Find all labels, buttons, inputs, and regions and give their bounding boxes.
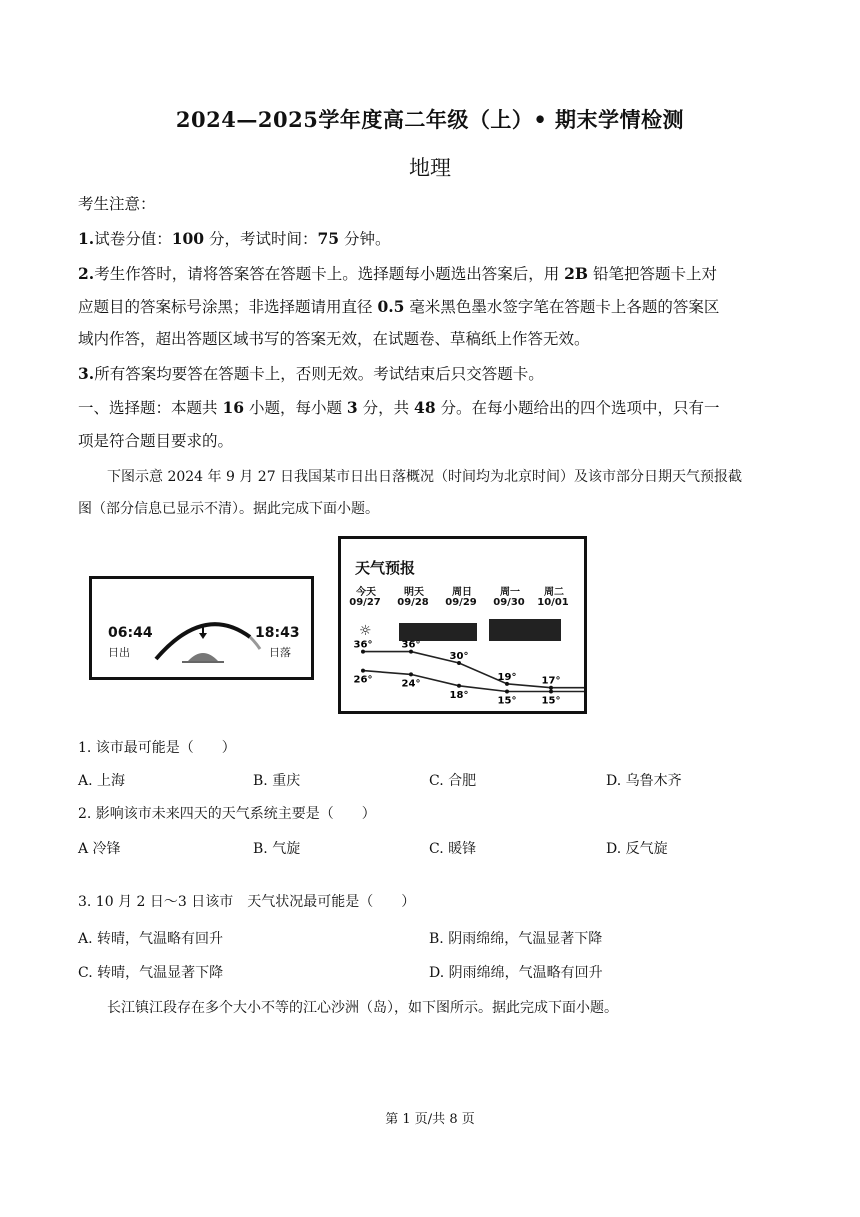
notice-item-num: 3. <box>78 364 95 383</box>
low-temp-point <box>457 684 461 688</box>
q3-option-d: D. 阴雨绵绵，气温略有回升 <box>429 965 603 981</box>
question-1-stem: 1. 该市最可能是（ ） <box>78 740 236 756</box>
forecast-day-date: 10/01 <box>537 597 569 608</box>
text-run: 48 <box>414 398 436 417</box>
text-run: 分，共 <box>357 399 415 417</box>
passage-2: 长江镇江段存在多个大小不等的江心沙洲（岛），如下图所示。据此完成下面小题。 <box>107 1000 618 1016</box>
notice-item-3 <box>78 364 544 384</box>
q1-option-b: B. 重庆 <box>253 773 301 789</box>
sunrise-time: 06:44 <box>108 625 153 641</box>
forecast-day-name: 今天 <box>356 587 376 598</box>
text-run: 分。在每小题给出的四个选项中，只有一 <box>435 399 720 417</box>
low-temp-label: 24° <box>401 678 421 690</box>
high-temp-label: 36° <box>353 639 373 651</box>
q3-option-b: B. 阴雨绵绵，气温显著下降 <box>429 931 603 947</box>
notice-item-2-line1 <box>78 264 717 284</box>
low-temp-label: 15° <box>541 695 561 707</box>
notice-item-text <box>78 298 719 316</box>
forecast-graphic <box>341 539 584 711</box>
section-instruction-line2: 项是符合题目要求的。 <box>78 432 234 450</box>
q2-option-c: C. 暖锋 <box>429 841 477 857</box>
q1-option-d: D. 乌鲁木齐 <box>606 773 682 789</box>
section-instruction-line1 <box>78 398 720 418</box>
low-temp-point <box>505 690 509 694</box>
forecast-day-date: 09/30 <box>493 597 525 608</box>
q2-option-d: D. 反气旋 <box>606 841 668 857</box>
text-run: 铅笔把答题卡上对 <box>588 265 717 283</box>
text-run: 小题，每小题 <box>244 399 347 417</box>
forecast-day-date: 09/28 <box>397 597 429 608</box>
section-text <box>78 399 720 417</box>
text-run: 应题目的答案标号涂黑；非选择题请用直径 <box>78 298 378 316</box>
text-run: 16 <box>222 398 245 417</box>
notice-item-text: 所有答案均要答在答题卡上，否则无效。考试结束后只交答题卡。 <box>94 365 544 383</box>
q2-option-a: A 冷锋 <box>78 841 121 857</box>
low-temp-point <box>409 672 413 676</box>
text-run: 100 <box>171 229 205 248</box>
forecast-day-name: 周二 <box>544 587 564 598</box>
low-temp-point <box>549 690 553 694</box>
text-run: 0.5 <box>377 297 405 316</box>
low-temp-label: 15° <box>497 695 517 707</box>
text-run: 2B <box>564 264 589 283</box>
notice-item-num: 2. <box>78 264 95 283</box>
subject-title: 地理 <box>409 156 451 180</box>
forecast-day-name: 周一 <box>500 587 520 598</box>
high-temp-label: 30° <box>449 651 469 662</box>
question-3-stem: 3. 10 月 2 日～3 日该市 天气状况最可能是（ ） <box>78 894 416 910</box>
forecast-day-name: 明天 <box>404 587 424 598</box>
page-footer: 第 1 页/共 8 页 <box>385 1112 475 1127</box>
text-run: 3 <box>346 398 358 417</box>
notice-item-2-line2 <box>78 297 719 317</box>
text-run: 考生作答时，请将答案答在答题卡上。选择题每小题选出答案后，用 <box>94 265 565 283</box>
notice-heading: 考生注意： <box>78 195 156 213</box>
high-temp-label: 17° <box>541 675 561 687</box>
forecast-day-date: 09/29 <box>445 597 477 608</box>
sun-icon: ☼ <box>359 623 372 639</box>
notice-item-text <box>94 265 717 283</box>
exam-title: 2024—2025学年度高二年级（上）• 期末学情检测 <box>175 107 685 132</box>
text-run: 一、选择题：本题共 <box>78 399 223 417</box>
high-temp-label: 36° <box>401 639 421 651</box>
notice-item-text <box>94 230 390 248</box>
passage-1-line1: 下图示意 2024 年 9 月 27 日我国某市日出日落概况（时间均为北京时间）及该市部分日期天气预报截 <box>107 469 743 485</box>
sunset-time: 18:43 <box>255 625 300 641</box>
forecast-day-name: 周日 <box>452 587 472 598</box>
notice-item-num: 1. <box>78 229 95 248</box>
cloud-rain-icon <box>399 619 561 641</box>
forecast-day-date: 09/27 <box>349 597 381 608</box>
passage-1-line2: 图（部分信息已显示不清）。据此完成下面小题。 <box>78 501 379 517</box>
weather-forecast-panel <box>338 536 587 714</box>
question-2-stem: 2. 影响该市未来四天的天气系统主要是（ ） <box>78 806 376 822</box>
q3-option-c: C. 转晴，气温显著下降 <box>78 965 224 981</box>
text-run: 分，考试时间： <box>204 230 318 248</box>
low-temp-label: 26° <box>353 674 373 686</box>
forecast-title: 天气预报 <box>355 559 416 577</box>
text-run: 试卷分值： <box>94 230 172 248</box>
notice-item-2-line3: 域内作答，超出答题区域书写的答案无效，在试题卷、草稿纸上作答无效。 <box>78 330 590 348</box>
q2-option-b: B. 气旋 <box>253 841 301 857</box>
high-temp-label: 19° <box>497 671 517 683</box>
low-temp-point <box>361 669 365 673</box>
text-run: 75 <box>317 229 340 248</box>
notice-item-1 <box>78 229 391 249</box>
text-run: 毫米黑色墨水签字笔在答题卡上各题的答案区 <box>404 298 720 316</box>
sunrise-sunset-panel <box>89 576 314 680</box>
q1-option-c: C. 合肥 <box>429 773 477 789</box>
low-temp-label: 18° <box>449 689 469 701</box>
q3-option-a: A. 转晴，气温略有回升 <box>78 931 224 947</box>
sunset-label: 日落 <box>269 646 291 659</box>
text-run: 分钟。 <box>339 230 391 248</box>
sunrise-label: 日出 <box>108 646 130 659</box>
q1-option-a: A. 上海 <box>78 773 126 789</box>
